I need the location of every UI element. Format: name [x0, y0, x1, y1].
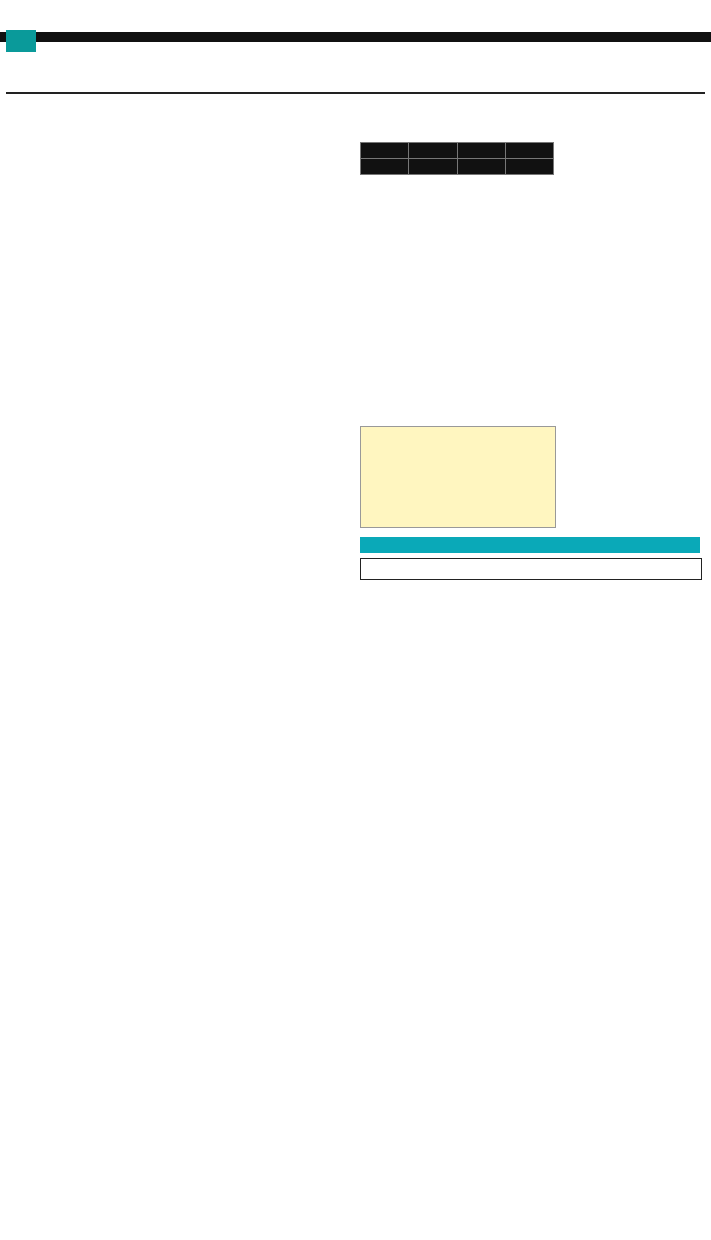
index-header2-value [457, 159, 505, 175]
index-header2-cap [361, 159, 409, 175]
index-header2-change [409, 159, 457, 175]
article-text [560, 138, 700, 538]
index-header-title [505, 143, 553, 159]
header-rule [0, 32, 711, 42]
index-header2-title [505, 159, 553, 175]
index-header-value [457, 143, 505, 159]
trading-table-title [360, 558, 702, 580]
page-number [6, 30, 36, 52]
index-chart-svg [361, 427, 555, 527]
index-table [360, 142, 554, 175]
section-rule [6, 92, 705, 94]
index-header-change [409, 143, 457, 159]
index-line-chart [360, 426, 556, 528]
alphabetical-banner [360, 537, 700, 553]
index-header-pct [361, 143, 409, 159]
